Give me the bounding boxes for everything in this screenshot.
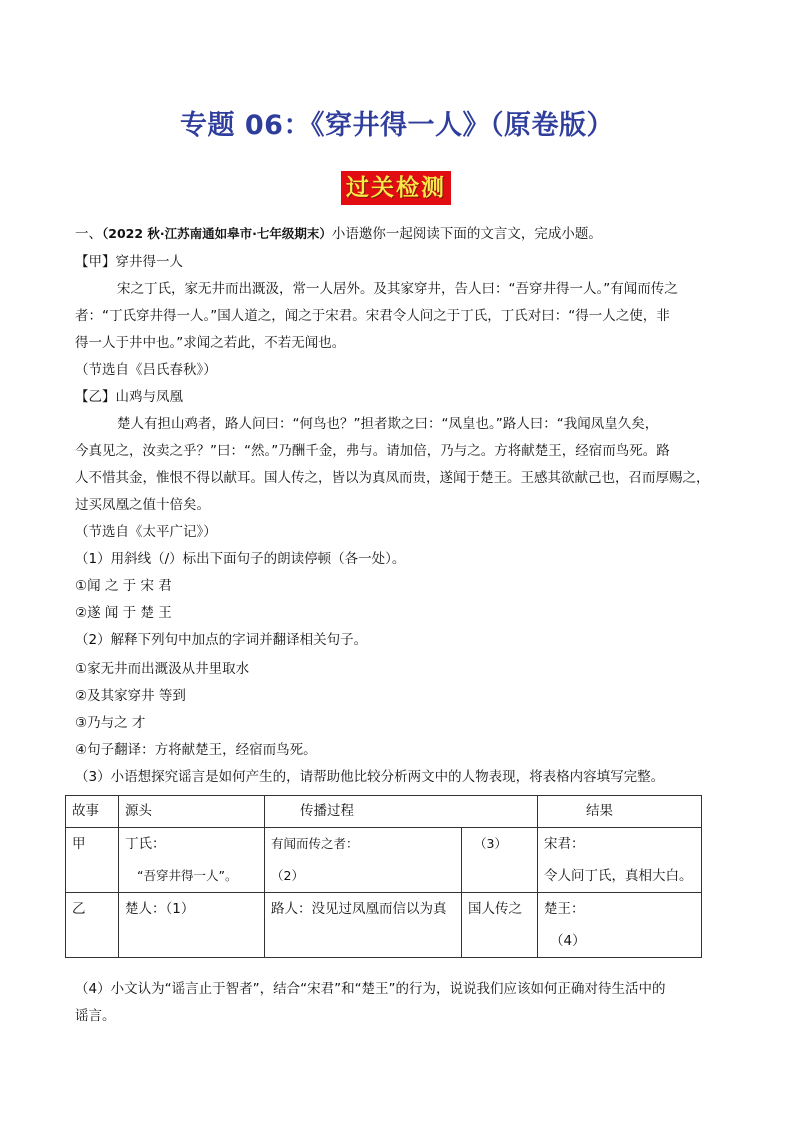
page-title: 专题 06：《穿井得一人》（原卷版） bbox=[180, 110, 614, 141]
yi-paragraph-line: 今真见之，汝卖之乎？”曰：“然。”乃酬千金，弗与。请加倍，乃与之。方将献楚王，经宿而鸟死。路 bbox=[75, 443, 670, 459]
jia-paragraph-line: 得一人于井中也。”求闻之若此，不若无闻也。 bbox=[75, 335, 346, 351]
table-header-cell: 结果 bbox=[538, 796, 702, 828]
question-number: 一、 bbox=[75, 226, 102, 242]
jia-paragraph-line: 者：“丁氏穿井得一人。”国人道之，闻之于宋君。宋君令人问之于丁氏，丁氏对曰：“得一人之使，非 bbox=[75, 308, 670, 324]
table-cell-story: 甲 bbox=[66, 828, 119, 893]
jia-source-note: （节选自《吕氏春秋》） bbox=[75, 362, 217, 378]
yi-paragraph-line: 过买凤凰之值十倍矣。 bbox=[75, 497, 210, 513]
comparison-table bbox=[65, 795, 702, 958]
yi-paragraph-line: 人不惜其金，惟恨不得以献耳。国人传之，皆以为真凤而贵，遂闻于楚王。王感其欲献己也，召而厚赐之， bbox=[75, 470, 710, 486]
table-cell-result: 宋君： 令人问丁氏，真相大白。 bbox=[538, 828, 702, 893]
table-header-cell: 源头 bbox=[119, 796, 265, 828]
subquestion-4-continued: 谣言。 bbox=[75, 1008, 116, 1024]
yi-heading: 【乙】山鸡与凤凰 bbox=[75, 389, 183, 405]
table-cell-story: 乙 bbox=[66, 893, 119, 958]
subquestion-2-item: ②及其家穿井 等到 bbox=[75, 688, 186, 704]
table-header-cell: 传播过程 bbox=[265, 796, 538, 828]
yi-source-note: （节选自《太平广记》） bbox=[75, 524, 217, 540]
jia-heading: 【甲】穿井得一人 bbox=[75, 254, 183, 270]
table-cell-spread: 有闻而传之者： （2） bbox=[265, 828, 462, 893]
table-cell-spread: 国人传之 bbox=[462, 893, 538, 958]
question-source: （2022 秋·江苏南通如皋市·七年级期末） bbox=[102, 226, 332, 241]
question-1-header bbox=[75, 222, 602, 242]
subquestion-1-item: ②遂 闻 于 楚 王 bbox=[75, 605, 172, 621]
table-cell-source: 楚人：（1） bbox=[119, 893, 265, 958]
table-cell-spread: 路人：没见过凤凰而信以为真 bbox=[265, 893, 462, 958]
subquestion-1-item: ①闻 之 于 宋 君 bbox=[75, 578, 172, 594]
table-header-row bbox=[66, 796, 702, 828]
subquestion-4: （4）小文认为“谣言止于智者”，结合“宋君”和“楚王”的行为，说说我们应该如何正确对待生活中的 bbox=[75, 981, 666, 997]
question-intro: 小语邀你一起阅读下面的文言文，完成小题。 bbox=[331, 226, 602, 242]
table-row bbox=[66, 893, 702, 958]
table-row bbox=[66, 828, 702, 893]
table-cell-source: 丁氏： “吾穿井得一人”。 bbox=[119, 828, 265, 893]
table-cell-result: 楚王： （4） bbox=[538, 893, 702, 958]
table-header-cell: 故事 bbox=[66, 796, 119, 828]
subquestion-3: （3）小语想探究谣言是如何产生的，请帮助他比较分析两文中的人物表现，将表格内容填写完整。 bbox=[75, 769, 665, 785]
subquestion-2: （2）解释下列句中加点的字词并翻译相关句子。 bbox=[75, 632, 368, 648]
section-badge: 过关检测 bbox=[341, 171, 451, 205]
jia-paragraph-line: 宋之丁氏，家无井而出溉汲，常一人居外。及其家穿井，告人曰：“吾穿井得一人。”有闻而传之 bbox=[117, 281, 678, 297]
subquestion-2-item: ③乃与之 才 bbox=[75, 715, 146, 731]
yi-paragraph-line: 楚人有担山鸡者，路人问曰：“何鸟也？”担者欺之曰：“凤皇也。”路人曰：“我闻凤皇久矣， bbox=[117, 416, 659, 432]
subquestion-2-item: ④句子翻译：方将献楚王，经宿而鸟死。 bbox=[75, 742, 317, 758]
subquestion-1: （1）用斜线（/）标出下面句子的朗读停顿（各一处）。 bbox=[75, 551, 406, 567]
subquestion-2-item: ①家无井而出溉汲从井里取水 bbox=[75, 661, 250, 677]
table-cell-spread: （3） bbox=[462, 828, 538, 893]
